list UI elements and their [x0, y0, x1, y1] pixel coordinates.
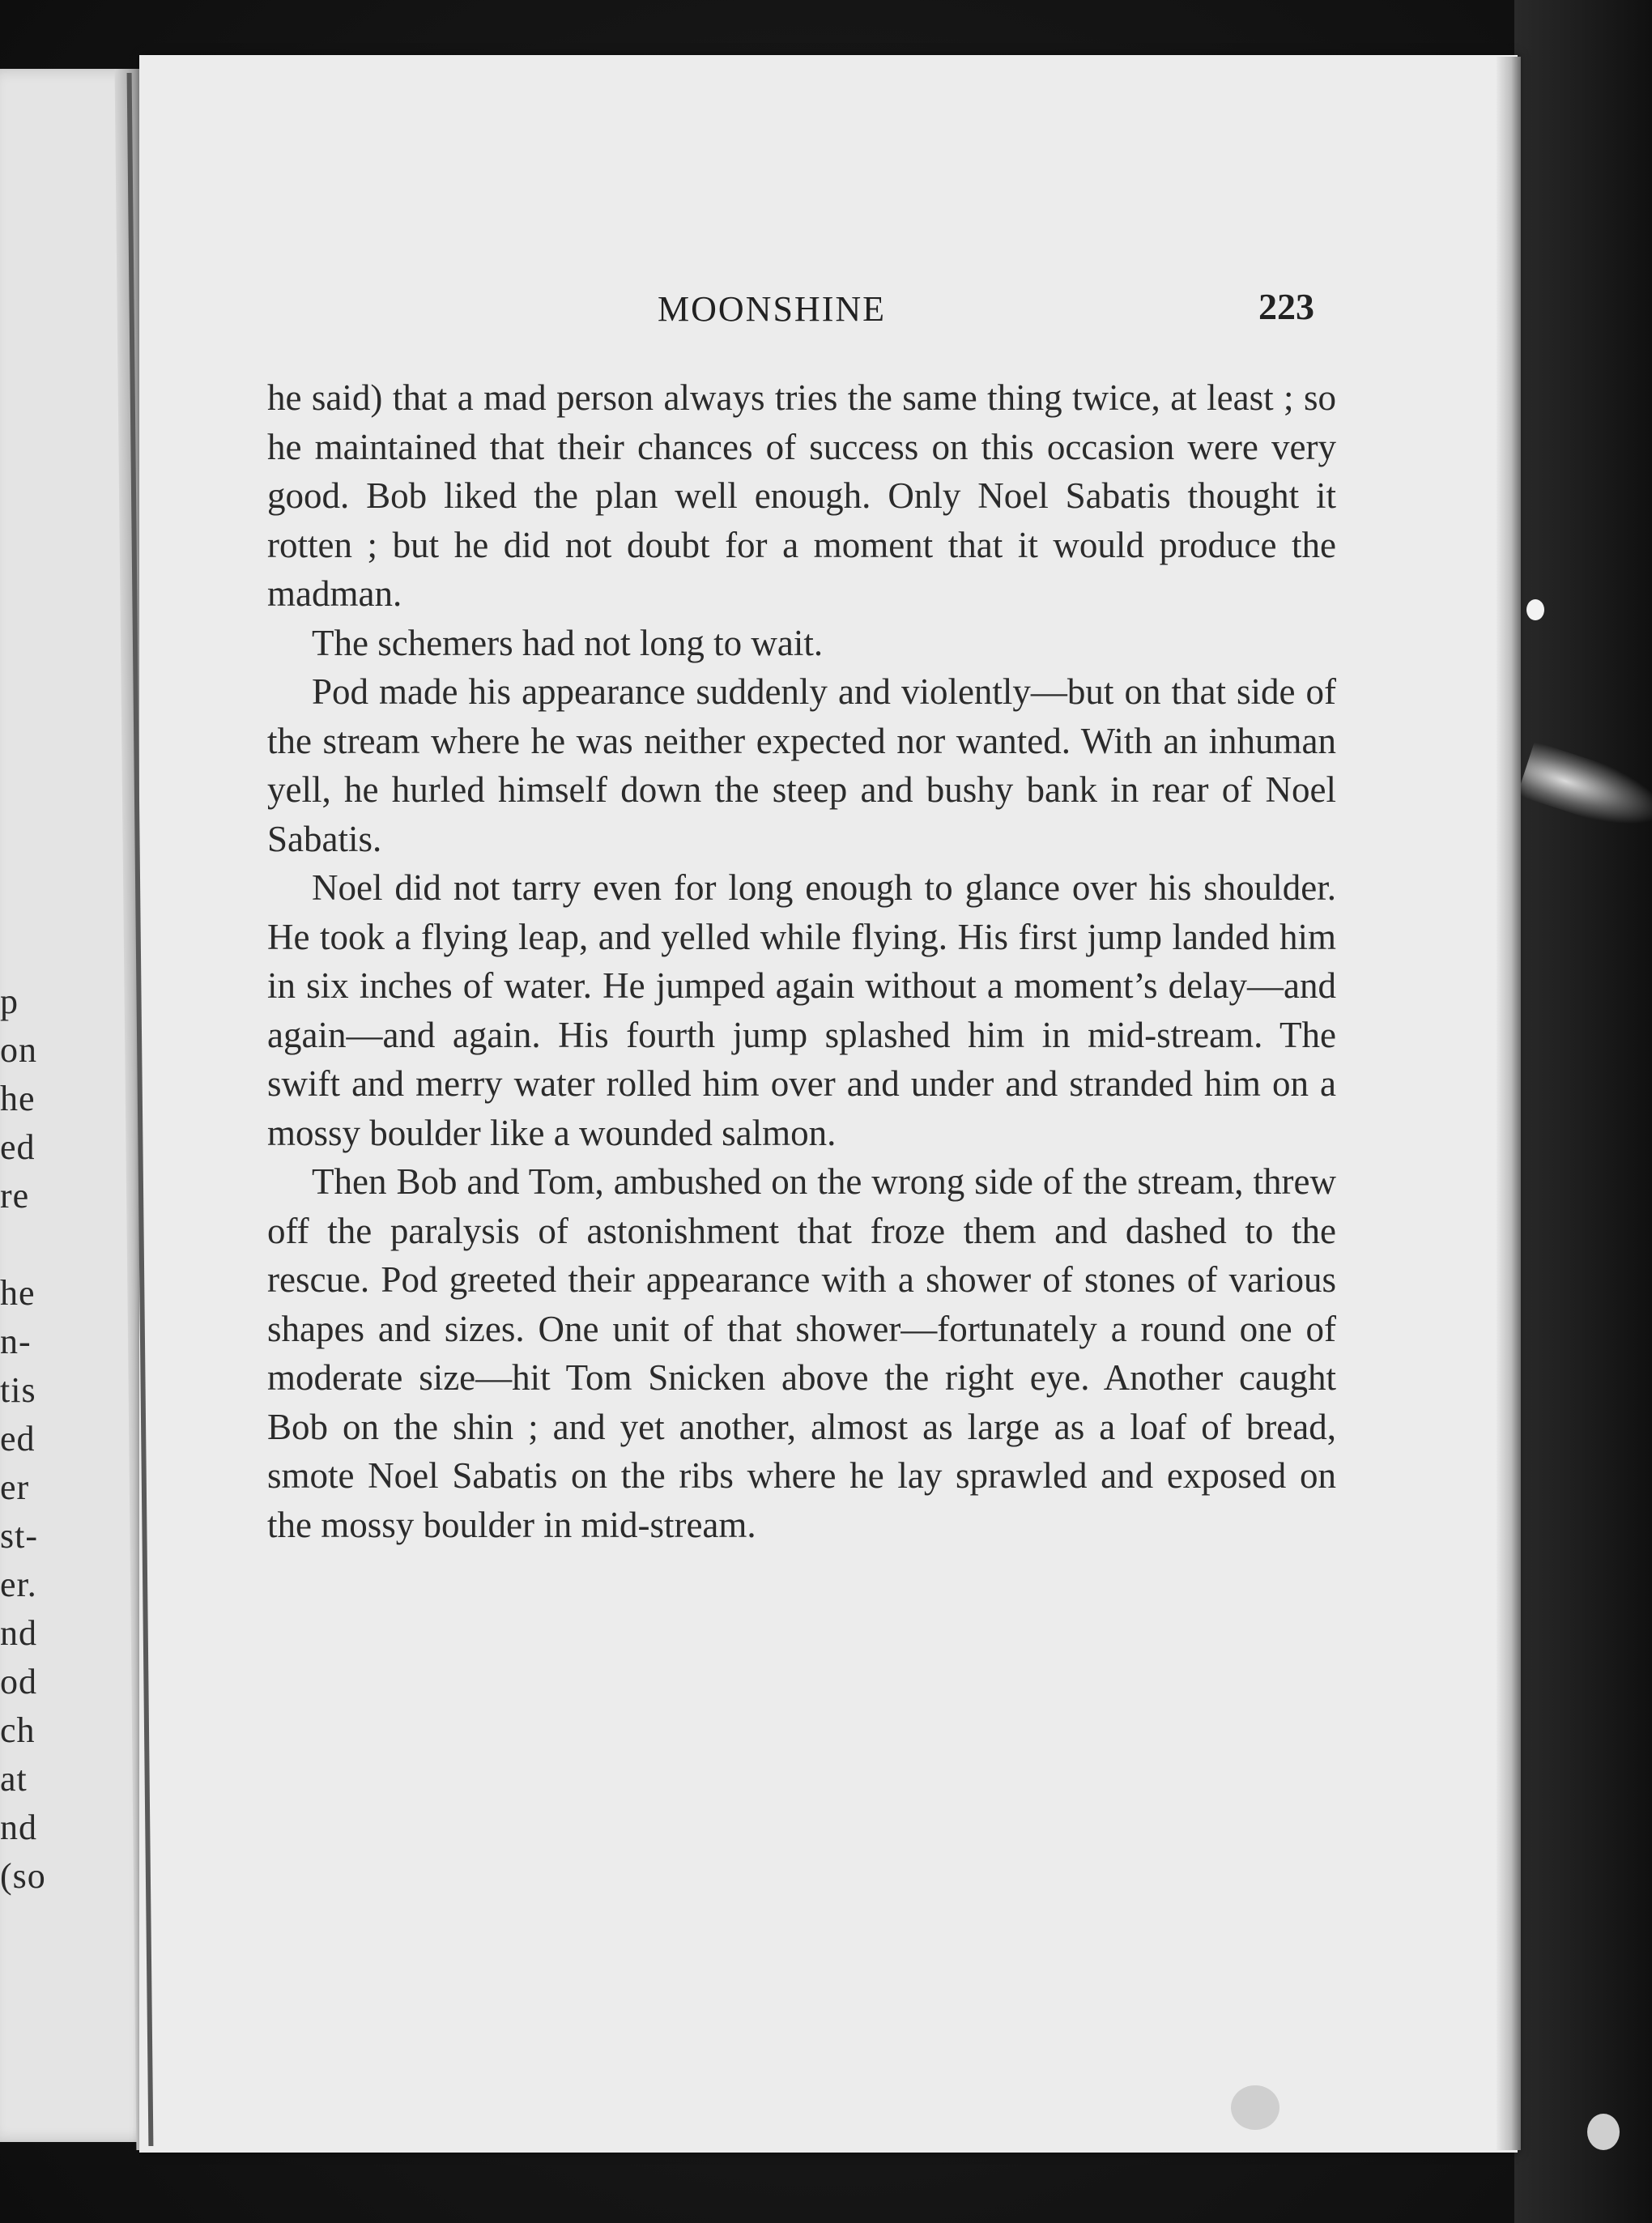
- paragraph: he said) that a mad person always tries the same thing twice, at least ; so he maintained that their chances of success on this occasion were very good. Bob liked the plan well enough. Only Noel Sabatis thought it rotten ; but he did not doubt for a moment that it would produce the madman.: [267, 377, 1336, 614]
- left-page-fragment: st-: [0, 1516, 38, 1556]
- left-page-fragment: re: [0, 1176, 30, 1216]
- left-page-fragment: tis: [0, 1370, 36, 1410]
- left-page-fragment: nd: [0, 1613, 37, 1653]
- left-page-fragment: (so: [0, 1856, 46, 1896]
- dust-speck: [1526, 599, 1544, 620]
- paragraph: Pod made his appearance suddenly and violently—but on that side of the stream where he was neither expected nor wanted. With an inhuman yell, he hurled himself down the steep and bushy bank in rear of Noel Sabatis.: [267, 671, 1336, 859]
- paragraph: The schemers had not long to wait.: [312, 622, 824, 663]
- left-page-fragment: at: [0, 1759, 28, 1799]
- dust-speck: [1587, 2114, 1620, 2150]
- left-page-fragment: p: [0, 982, 19, 1021]
- page-header: [139, 288, 1518, 337]
- paragraph: Then Bob and Tom, ambushed on the wrong side of the stream, threw off the paralysis of astonishment that froze them and dashed to the rescue. Pod greeted their appearance with a shower of stones of various shapes and sizes. One unit of that shower—fortunately a round one of moderate size—hit Tom Snicken above the right eye. Another caught Bob on the shin ; and yet another, almost as large as a loaf of bread, smote Noel Sabatis on the ribs where he lay sprawled and exposed on the mossy boulder in mid-stream.: [267, 1161, 1336, 1545]
- left-page-fragment: ch: [0, 1710, 36, 1750]
- left-page-fragment: er: [0, 1467, 30, 1507]
- left-page-fragment: er.: [0, 1565, 37, 1604]
- running-head: MOONSHINE: [658, 289, 886, 329]
- paragraph: Noel did not tarry even for long enough to glance over his shoulder. He took a flying leap, and yelled while flying. His first jump landed him in six inches of water. He jumped again without a moment’s delay—and again—and again. His fourth jump splashed him in mid-stream. The swift and merry water rolled him over and under and stranded him on a mossy boulder like a wounded salmon.: [267, 867, 1336, 1153]
- dust-speck: [1231, 2085, 1279, 2130]
- scanner-shadow: [1514, 0, 1652, 2223]
- left-page-fragment: n-: [0, 1322, 32, 1361]
- page-number: 223: [1258, 286, 1314, 327]
- body-text: [267, 373, 1336, 1549]
- left-page-fragment: ed: [0, 1419, 36, 1459]
- left-page-fragment: od: [0, 1662, 37, 1701]
- left-page-fragment: on: [0, 1030, 37, 1070]
- left-page-fragment: nd: [0, 1808, 37, 1847]
- book-page: [139, 55, 1518, 2153]
- left-page-fragment: ed: [0, 1127, 36, 1167]
- left-page-fragment: he: [0, 1079, 36, 1118]
- left-page-fragment: he: [0, 1273, 36, 1313]
- page-edge: [1497, 57, 1521, 2150]
